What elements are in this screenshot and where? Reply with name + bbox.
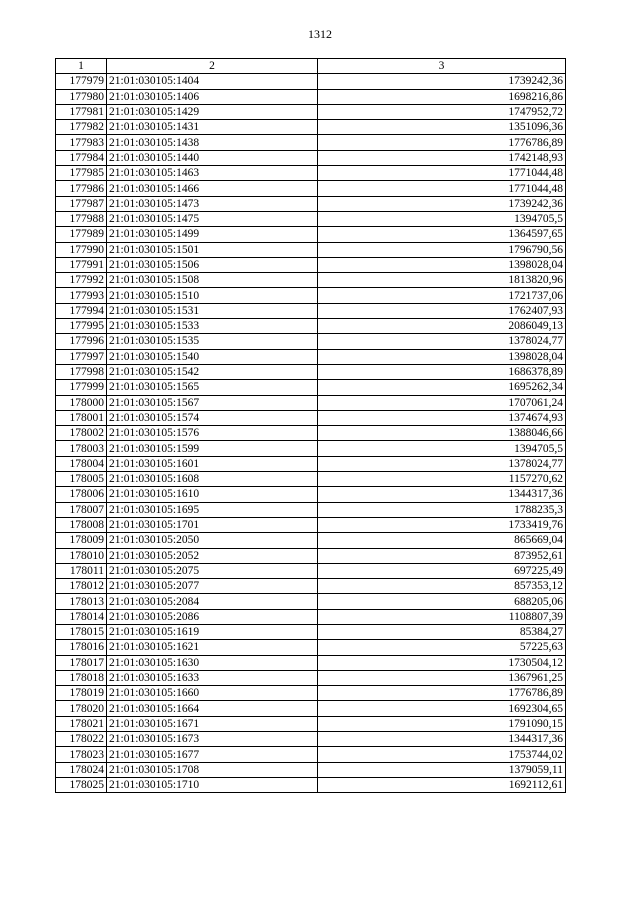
cadastral-value: 1351096,36 — [318, 120, 566, 135]
table-row — [56, 426, 566, 441]
cadastral-number: 21:01:030105:1508 — [107, 273, 318, 288]
table-row — [56, 104, 566, 119]
table-row — [56, 517, 566, 532]
table-row — [56, 747, 566, 762]
cadastral-value: 1707061,24 — [318, 395, 566, 410]
table-row — [56, 395, 566, 410]
row-number: 178008 — [56, 517, 107, 532]
table-row — [56, 74, 566, 89]
cadastral-number: 21:01:030105:1608 — [107, 472, 318, 487]
table-row — [56, 609, 566, 624]
cadastral-value: 1398028,04 — [318, 349, 566, 364]
table-row — [56, 319, 566, 334]
table-row — [56, 211, 566, 226]
row-number: 178012 — [56, 579, 107, 594]
cadastral-number: 21:01:030105:1506 — [107, 257, 318, 272]
cadastral-value: 1378024,77 — [318, 334, 566, 349]
row-number: 177993 — [56, 288, 107, 303]
page-number: 1312 — [308, 27, 332, 41]
cadastral-number: 21:01:030105:1619 — [107, 624, 318, 639]
cadastral-number: 21:01:030105:1574 — [107, 410, 318, 425]
cadastral-number: 21:01:030105:1610 — [107, 487, 318, 502]
cadastral-number: 21:01:030105:1601 — [107, 456, 318, 471]
table-row — [56, 303, 566, 318]
header-col-2: 2 — [107, 59, 318, 74]
cadastral-value: 1796790,56 — [318, 242, 566, 257]
cadastral-value: 1739242,36 — [318, 74, 566, 89]
cadastral-number: 21:01:030105:1660 — [107, 686, 318, 701]
row-number: 178020 — [56, 701, 107, 716]
row-number: 178015 — [56, 624, 107, 639]
cadastral-number: 21:01:030105:1501 — [107, 242, 318, 257]
table-row — [56, 472, 566, 487]
cadastral-value: 1398028,04 — [318, 257, 566, 272]
cadastral-value: 1394705,5 — [318, 211, 566, 226]
cadastral-value: 1364597,65 — [318, 227, 566, 242]
row-number: 177990 — [56, 242, 107, 257]
table-row — [56, 655, 566, 670]
cadastral-number: 21:01:030105:1499 — [107, 227, 318, 242]
cadastral-value: 1157270,62 — [318, 472, 566, 487]
table-row — [56, 579, 566, 594]
cadastral-number: 21:01:030105:1540 — [107, 349, 318, 364]
table-row — [56, 334, 566, 349]
row-number: 177991 — [56, 257, 107, 272]
table-row — [56, 135, 566, 150]
cadastral-value: 1344317,36 — [318, 487, 566, 502]
cadastral-value: 1747952,72 — [318, 104, 566, 119]
row-number: 177997 — [56, 349, 107, 364]
table-row — [56, 640, 566, 655]
cadastral-number: 21:01:030105:2086 — [107, 609, 318, 624]
table-row — [56, 89, 566, 104]
cadastral-value: 873952,61 — [318, 548, 566, 563]
cadastral-value: 1698216,86 — [318, 89, 566, 104]
row-number: 178004 — [56, 456, 107, 471]
cadastral-value: 1686378,89 — [318, 364, 566, 379]
table-row — [56, 257, 566, 272]
cadastral-number: 21:01:030105:1710 — [107, 777, 318, 792]
cadastral-value: 1733419,76 — [318, 517, 566, 532]
table-row — [56, 563, 566, 578]
table-row — [56, 364, 566, 379]
cadastral-number: 21:01:030105:1701 — [107, 517, 318, 532]
table-row — [56, 777, 566, 792]
table-row — [56, 181, 566, 196]
cadastral-value: 1378024,77 — [318, 456, 566, 471]
table-row — [56, 594, 566, 609]
row-number: 178002 — [56, 426, 107, 441]
cadastral-number: 21:01:030105:1708 — [107, 762, 318, 777]
table-row — [56, 196, 566, 211]
table-row — [56, 380, 566, 395]
row-number: 178023 — [56, 747, 107, 762]
cadastral-number: 21:01:030105:1673 — [107, 732, 318, 747]
cadastral-value: 1791090,15 — [318, 716, 566, 731]
table-row — [56, 533, 566, 548]
row-number: 177979 — [56, 74, 107, 89]
cadastral-number: 21:01:030105:1671 — [107, 716, 318, 731]
table-row — [56, 487, 566, 502]
table-row — [56, 762, 566, 777]
row-number: 178014 — [56, 609, 107, 624]
cadastral-value-table — [55, 58, 566, 793]
cadastral-value: 1771044,48 — [318, 181, 566, 196]
row-number: 178011 — [56, 563, 107, 578]
cadastral-value: 697225,49 — [318, 563, 566, 578]
table-row — [56, 150, 566, 165]
cadastral-number: 21:01:030105:1567 — [107, 395, 318, 410]
cadastral-number: 21:01:030105:1531 — [107, 303, 318, 318]
row-number: 178018 — [56, 670, 107, 685]
row-number: 177998 — [56, 364, 107, 379]
cadastral-value: 857353,12 — [318, 579, 566, 594]
table-row — [56, 288, 566, 303]
cadastral-number: 21:01:030105:1440 — [107, 150, 318, 165]
cadastral-number: 21:01:030105:1565 — [107, 380, 318, 395]
row-number: 178013 — [56, 594, 107, 609]
row-number: 177989 — [56, 227, 107, 242]
cadastral-number: 21:01:030105:1466 — [107, 181, 318, 196]
cadastral-number: 21:01:030105:1475 — [107, 211, 318, 226]
cadastral-value: 1108807,39 — [318, 609, 566, 624]
cadastral-number: 21:01:030105:1533 — [107, 319, 318, 334]
row-number: 177982 — [56, 120, 107, 135]
row-number: 177987 — [56, 196, 107, 211]
cadastral-number: 21:01:030105:1599 — [107, 441, 318, 456]
row-number: 177980 — [56, 89, 107, 104]
cadastral-number: 21:01:030105:1431 — [107, 120, 318, 135]
row-number: 177992 — [56, 273, 107, 288]
cadastral-number: 21:01:030105:1406 — [107, 89, 318, 104]
cadastral-value: 2086049,13 — [318, 319, 566, 334]
cadastral-value: 1776786,89 — [318, 135, 566, 150]
cadastral-value: 1388046,66 — [318, 426, 566, 441]
row-number: 177988 — [56, 211, 107, 226]
cadastral-value: 1739242,36 — [318, 196, 566, 211]
table-row — [56, 502, 566, 517]
row-number: 178001 — [56, 410, 107, 425]
cadastral-value: 1692112,61 — [318, 777, 566, 792]
row-number: 177995 — [56, 319, 107, 334]
row-number: 178005 — [56, 472, 107, 487]
table-row — [56, 732, 566, 747]
row-number: 178003 — [56, 441, 107, 456]
cadastral-value: 865669,04 — [318, 533, 566, 548]
header-col-3: 3 — [318, 59, 566, 74]
row-number: 178009 — [56, 533, 107, 548]
cadastral-value: 1721737,06 — [318, 288, 566, 303]
row-number: 178007 — [56, 502, 107, 517]
table-row — [56, 456, 566, 471]
row-number: 177985 — [56, 166, 107, 181]
cadastral-value: 85384,27 — [318, 624, 566, 639]
cadastral-value: 688205,06 — [318, 594, 566, 609]
cadastral-number: 21:01:030105:1473 — [107, 196, 318, 211]
cadastral-number: 21:01:030105:1438 — [107, 135, 318, 150]
row-number: 178006 — [56, 487, 107, 502]
row-number: 178019 — [56, 686, 107, 701]
row-number: 177986 — [56, 181, 107, 196]
table-row — [56, 410, 566, 425]
table-row — [56, 670, 566, 685]
header-col-1: 1 — [56, 59, 107, 74]
row-number: 177984 — [56, 150, 107, 165]
row-number: 177983 — [56, 135, 107, 150]
cadastral-number: 21:01:030105:1677 — [107, 747, 318, 762]
cadastral-value: 1771044,48 — [318, 166, 566, 181]
table-row — [56, 349, 566, 364]
cadastral-value: 57225,63 — [318, 640, 566, 655]
cadastral-value: 1692304,65 — [318, 701, 566, 716]
cadastral-number: 21:01:030105:1510 — [107, 288, 318, 303]
cadastral-number: 21:01:030105:2075 — [107, 563, 318, 578]
table-row — [56, 441, 566, 456]
cadastral-value: 1344317,36 — [318, 732, 566, 747]
table-row — [56, 716, 566, 731]
cadastral-value: 1379059,11 — [318, 762, 566, 777]
cadastral-number: 21:01:030105:1630 — [107, 655, 318, 670]
cadastral-value: 1374674,93 — [318, 410, 566, 425]
cadastral-number: 21:01:030105:2077 — [107, 579, 318, 594]
cadastral-value: 1742148,93 — [318, 150, 566, 165]
cadastral-value: 1695262,34 — [318, 380, 566, 395]
cadastral-number: 21:01:030105:2050 — [107, 533, 318, 548]
cadastral-number: 21:01:030105:1404 — [107, 74, 318, 89]
row-number: 178016 — [56, 640, 107, 655]
row-number: 177999 — [56, 380, 107, 395]
row-number: 178017 — [56, 655, 107, 670]
table-row — [56, 166, 566, 181]
cadastral-number: 21:01:030105:1664 — [107, 701, 318, 716]
cadastral-value: 1730504,12 — [318, 655, 566, 670]
header-row — [56, 59, 566, 74]
cadastral-value: 1776786,89 — [318, 686, 566, 701]
table-row — [56, 701, 566, 716]
cadastral-number: 21:01:030105:1429 — [107, 104, 318, 119]
cadastral-value: 1753744,02 — [318, 747, 566, 762]
table-row — [56, 273, 566, 288]
table-row — [56, 242, 566, 257]
row-number: 178025 — [56, 777, 107, 792]
cadastral-value: 1394705,5 — [318, 441, 566, 456]
cadastral-value: 1762407,93 — [318, 303, 566, 318]
cadastral-number: 21:01:030105:1695 — [107, 502, 318, 517]
cadastral-number: 21:01:030105:1633 — [107, 670, 318, 685]
table-row — [56, 624, 566, 639]
table-row — [56, 227, 566, 242]
row-number: 178000 — [56, 395, 107, 410]
row-number: 177996 — [56, 334, 107, 349]
row-number: 177994 — [56, 303, 107, 318]
cadastral-number: 21:01:030105:1542 — [107, 364, 318, 379]
row-number: 178022 — [56, 732, 107, 747]
table-body — [56, 74, 566, 793]
cadastral-number: 21:01:030105:1621 — [107, 640, 318, 655]
table-row — [56, 686, 566, 701]
row-number: 178021 — [56, 716, 107, 731]
table-row — [56, 120, 566, 135]
row-number: 177981 — [56, 104, 107, 119]
cadastral-number: 21:01:030105:1535 — [107, 334, 318, 349]
row-number: 178024 — [56, 762, 107, 777]
cadastral-number: 21:01:030105:2084 — [107, 594, 318, 609]
table-header — [56, 59, 566, 74]
cadastral-number: 21:01:030105:1463 — [107, 166, 318, 181]
cadastral-number: 21:01:030105:2052 — [107, 548, 318, 563]
cadastral-value: 1813820,96 — [318, 273, 566, 288]
cadastral-number: 21:01:030105:1576 — [107, 426, 318, 441]
cadastral-value: 1367961,25 — [318, 670, 566, 685]
table-row — [56, 548, 566, 563]
row-number: 178010 — [56, 548, 107, 563]
cadastral-value: 1788235,3 — [318, 502, 566, 517]
